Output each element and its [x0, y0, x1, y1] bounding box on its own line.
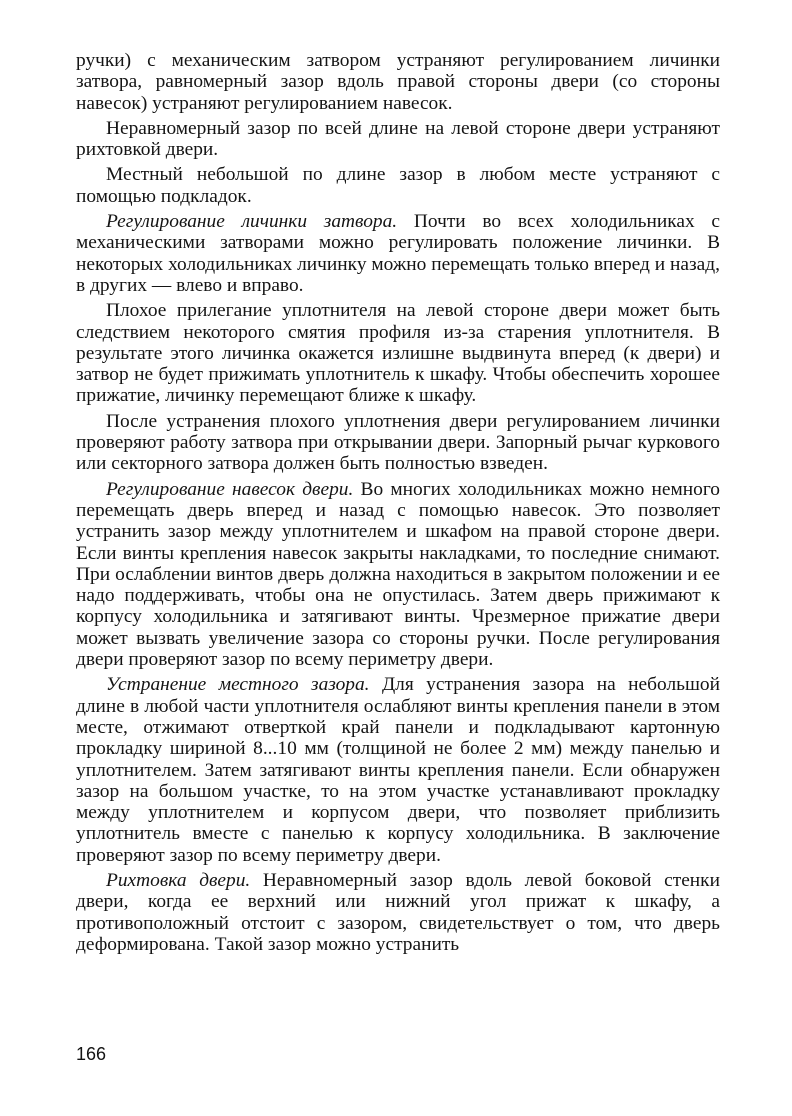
paragraph: [76, 118, 720, 161]
paragraph: [76, 50, 720, 114]
paragraph-text: Местный небольшой по длине зазор в любом месте устраняют с помощью подкладок.: [76, 164, 720, 207]
paragraph-lead: Регулирование личинки затвора.: [106, 211, 398, 233]
paragraph-text: Неравномерный зазор вдоль левой боковой стенки двери, когда ее верхний или нижний угол прижат к шкафу, а противоположный отстоит с зазором, свидетельствует о том, что дверь деформирована. Такой зазор можно устранить: [76, 869, 720, 955]
paragraph-text: Почти во всех холодильниках с механическими затворами можно регулировать положение личинки. В некоторых холодильниках личинку можно перемещать только вперед и назад, в других — влево и вправо.: [76, 211, 720, 296]
paragraph-lead: Рихтовка двери.: [106, 869, 251, 891]
paragraph: [76, 411, 720, 475]
paragraph: [76, 870, 720, 955]
paragraph: [76, 211, 720, 296]
paragraph-lead: Устранение местного зазора.: [106, 674, 370, 696]
paragraph-text: Плохое прилегание уплотнителя на левой стороне двери может быть следствием некоторого смятия профиля из-за старения уплотнителя. В результате этого личинка окажется излишне выдвинута вперед (к двери) и затвор не будет прижимать уплотнитель к шкафу. Чтобы обеспечить хорошее прижатие, личинку перемещают ближе к шкафу.: [76, 300, 720, 407]
page-number: 166: [76, 1044, 107, 1064]
paragraph: [76, 164, 720, 207]
paragraph-lead: Регулирование навесок двери.: [106, 478, 354, 500]
paragraph-text: После устранения плохого уплотнения двери регулированием личинки проверяют работу затвора при открывании двери. Запорный рычаг куркового или секторного затвора должен быть полностью взведен.: [76, 410, 720, 475]
paragraph-text: Неравномерный зазор по всей длине на левой стороне двери устраняют рихтовкой двери.: [76, 117, 720, 161]
paragraph-text: ручки) с механическим затвором устраняют регулированием личинки затвора, равномерный зазор вдоль правой стороны двери (со стороны навесок) устраняют регулированием навесок.: [76, 50, 720, 114]
paragraph: [76, 674, 720, 866]
page-body-text: [76, 50, 720, 955]
paragraph: [76, 300, 720, 406]
paragraph-text: Во многих холодильниках можно немного перемещать дверь вперед и назад с помощью навесок. Это позволяет устранить зазор между уплотнителем и шкафом на правой стороне двери. Если винты крепления навесок закрыты накладками, то последние снимают. При ослаблении винтов дверь должна находиться в закрытом положении и ее надо поддерживать, чтобы она не опустилась. Затем дверь прижимают к корпусу холодильника и затягивают винты. Чрезмерное прижатие двери может вызвать увеличение зазора со стороны ручки. После регулирования двери проверяют зазор по всему периметру двери.: [76, 478, 720, 671]
paragraph-text: Для устранения зазора на небольшой длине в любой части уплотнителя ослабляют винты крепления панели в этом месте, отжимают отверткой край панели и подкладывают картонную прокладку шириной 8...10 мм (толщиной не более 2 мм) между панелью и уплотнителем. Затем затягивают винты крепления панели. Если обнаружен зазор на большом участке, то на этом участке устанавливают прокладку между уплотнителем и корпусом двери, что позволяет приблизить уплотнитель вместе с панелью к корпусу холодильника. В заключение проверяют зазор по всему периметру двери.: [76, 674, 720, 866]
paragraph: [76, 479, 720, 671]
